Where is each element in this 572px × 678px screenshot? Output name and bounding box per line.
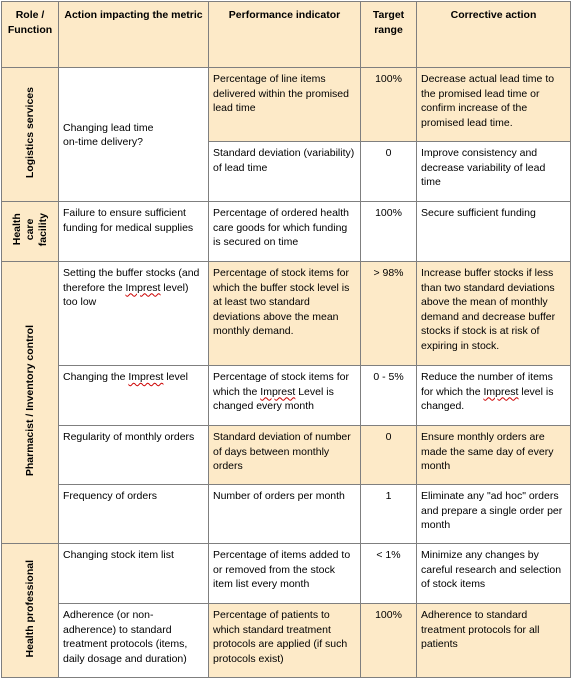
corrective-cell: Reduce the number of items for which the Imprest level is changed. (417, 366, 571, 426)
corrective-cell: Minimize any changes by careful research and selection of stock items (417, 544, 571, 604)
header-indicator: Performance indicator (209, 2, 361, 68)
corrective-cell: Eliminate any "ad hoc" orders and prepare a single order per month (417, 485, 571, 544)
table-row (2, 202, 571, 262)
corrective-cell: Ensure monthly orders are made the same day of every month (417, 426, 571, 485)
target-cell: 100% (361, 604, 417, 678)
header-action: Action impacting the metric (59, 2, 209, 68)
table-row (2, 544, 571, 604)
target-cell: 100% (361, 68, 417, 142)
corrective-cell: Adherence to standard treatment protocols for all patients (417, 604, 571, 678)
target-cell: 0 (361, 426, 417, 485)
corrective-cell: Improve consistency and decrease variability of lead time (417, 142, 571, 202)
action-cell: Setting the buffer stocks (and therefore the Imprest level) too low (59, 262, 209, 366)
table-row (2, 366, 571, 426)
action-cell: Changing the Imprest level (59, 366, 209, 426)
table-row (2, 604, 571, 678)
action-cell: Adherence (or non-adherence) to standard treatment protocols (items, daily dosage and duration) (59, 604, 209, 678)
table-row (2, 68, 571, 142)
indicator-cell: Percentage of items added to or removed from the stock item list every month (209, 544, 361, 604)
header-row (2, 2, 571, 68)
table-row (2, 485, 571, 544)
header-target: Target range (361, 2, 417, 68)
corrective-cell: Decrease actual lead time to the promised lead time or confirm increase of the promised lead time. (417, 68, 571, 142)
indicator-cell: Percentage of stock items for which the Imprest Level is changed every month (209, 366, 361, 426)
action-cell: Changing lead time on-time delivery? (59, 68, 209, 202)
role-logistics-services: Logistics services (2, 68, 59, 202)
indicator-cell: Number of orders per month (209, 485, 361, 544)
corrective-cell: Increase buffer stocks if less than two standard deviations above the mean of monthly demand and decrease buffer stocks if stock is at risk of expiring in stock. (417, 262, 571, 366)
action-cell: Regularity of monthly orders (59, 426, 209, 485)
indicator-cell: Percentage of patients to which standard treatment protocols are applied (if such protocols exist) (209, 604, 361, 678)
action-cell: Changing stock item list (59, 544, 209, 604)
indicator-cell: Percentage of ordered health care goods for which funding is secured on time (209, 202, 361, 262)
table-row (2, 262, 571, 366)
indicator-cell: Percentage of stock items for which the buffer stock level is at least two standard deviations above the mean monthly demand. (209, 262, 361, 366)
header-role: Role / Function (2, 2, 59, 68)
target-cell: < 1% (361, 544, 417, 604)
role-health-care-facility: Health care facility (2, 202, 59, 262)
indicator-cell: Percentage of line items delivered within the promised lead time (209, 68, 361, 142)
metrics-table (1, 1, 571, 678)
header-corrective: Corrective action (417, 2, 571, 68)
action-cell: Frequency of orders (59, 485, 209, 544)
action-cell: Failure to ensure sufficient funding for medical supplies (59, 202, 209, 262)
target-cell: 0 (361, 142, 417, 202)
indicator-cell: Standard deviation (variability) of lead time (209, 142, 361, 202)
role-pharmacist-inventory-control: Pharmacist / Inventory control (2, 262, 59, 544)
role-health-professional: Health professional (2, 544, 59, 678)
target-cell: 100% (361, 202, 417, 262)
target-cell: > 98% (361, 262, 417, 366)
indicator-cell: Standard deviation of number of days between monthly orders (209, 426, 361, 485)
corrective-cell: Secure sufficient funding (417, 202, 571, 262)
target-cell: 1 (361, 485, 417, 544)
target-cell: 0 - 5% (361, 366, 417, 426)
table-row (2, 426, 571, 485)
